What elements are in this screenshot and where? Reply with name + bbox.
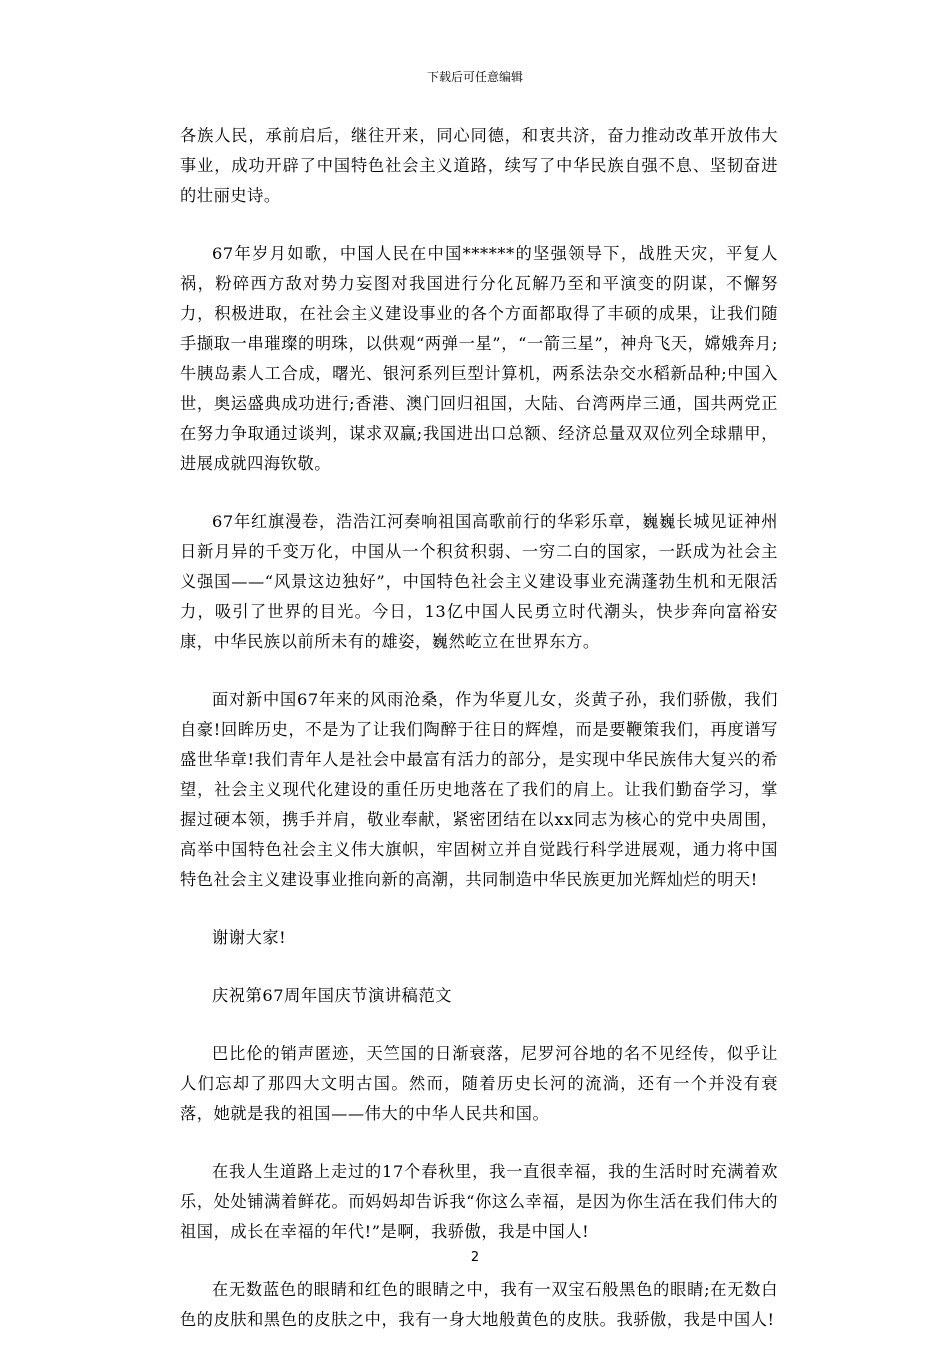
- paragraph-continuation: 各族人民，承前启后，继往开来，同心同德，和衷共济，奋力推动改革开放伟大事业，成功开辟了中国特色社会主义道路，续写了中华民族自强不息、坚韧奋进的壮丽史诗。: [180, 126, 778, 205]
- page-number: 2: [470, 1250, 480, 1265]
- paragraph-countless-eyes: 在无数蓝色的眼睛和红色的眼睛之中，我有一双宝石般黑色的眼睛;在无数白色的皮肤和黑色的皮肤之中，我有一身大地般黄色的皮肤。我骄傲，我是中国人!: [180, 1280, 778, 1329]
- document-body: [180, 121, 778, 1363]
- paragraph-babylon: 巴比伦的销声匿迹，天竺国的日渐衰落，尼罗河谷地的名不见经传，似乎让人们忘却了那四大文明古国。然而，随着历史长河的流淌，还有一个并没有衰落，她就是我的祖国——伟大的中华人民共和国。: [180, 1044, 778, 1123]
- section-title: 庆祝第67周年国庆节演讲稿范文: [212, 986, 453, 1005]
- paragraph-17-springs: 在我人生道路上走过的17个春秋里，我一直很幸福，我的生活时时充满着欢乐，处处铺满着鲜花。而妈妈却告诉我“你这么幸福，是因为你生活在我们伟大的祖国，成长在幸福的年代!”是啊，我骄傲，我是中国人!: [180, 1162, 778, 1241]
- paragraph-67-years-red-flag: 67年红旗漫卷，浩浩江河奏响祖国高歌前行的华彩乐章，巍巍长城见证神州日新月异的千变万化，中国从一个积贫积弱、一穷二白的国家，一跃成为社会主义强国——“风景这边独好”，中国特色社会主义建设事业充满蓬勃生机和无限活力，吸引了世界的目光。今日，13亿中国人民勇立时代潮头，快步奔向富裕安康，中华民族以前所未有的雄姿，巍然屹立在世界东方。: [180, 512, 778, 651]
- page-header: 下载后可任意编辑: [426, 70, 523, 84]
- paragraph-thanks: 谢谢大家!: [212, 928, 287, 947]
- paragraph-67-years-song: 67年岁月如歌，中国人民在中国******的坚强领导下，战胜天灾，平复人祸，粉碎西方敌对势力妄图对我国进行分化瓦解乃至和平演变的阴谋，不懈努力，积极进取，在社会主义建设事业的各个方面都取得了丰硕的成果，让我们随手撷取一串璀璨的明珠，以供观“两弹一星”，“一箭三星”，神舟飞天，嫦娥奔月;牛胰岛素人工合成，曙光、银河系列巨型计算机，两系法杂交水稻新品种;中国入世，奥运盛典成功进行;香港、澳门回归祖国，大陆、台湾两岸三通，国共两党正在努力争取通过谈判，谋求双赢;我国进出口总额、经济总量双双位列全球鼎甲，进展成就四海钦敬。: [180, 244, 778, 473]
- paragraph-facing-new-china: 面对新中国67年来的风雨沧桑，作为华夏儿女，炎黄子孙，我们骄傲，我们自豪!回眸历史，不是为了让我们陶醉于往日的辉煌，而是要鞭策我们，再度谱写盛世华章!我们青年人是社会中最富有活力的部分，是实现中华民族伟大复兴的希望，社会主义现代化建设的重任历史地落在了我们的肩上。让我们勤奋学习，掌握过硬本领，携手并肩，敬业奉献，紧密团结在以xx同志为核心的党中央周围，高举中国特色社会主义伟大旗帜，牢固树立并自觉践行科学进展观，通力将中国特色社会主义建设事业推向新的高潮，共同制造中华民族更加光辉灿烂的明天!: [180, 690, 778, 889]
